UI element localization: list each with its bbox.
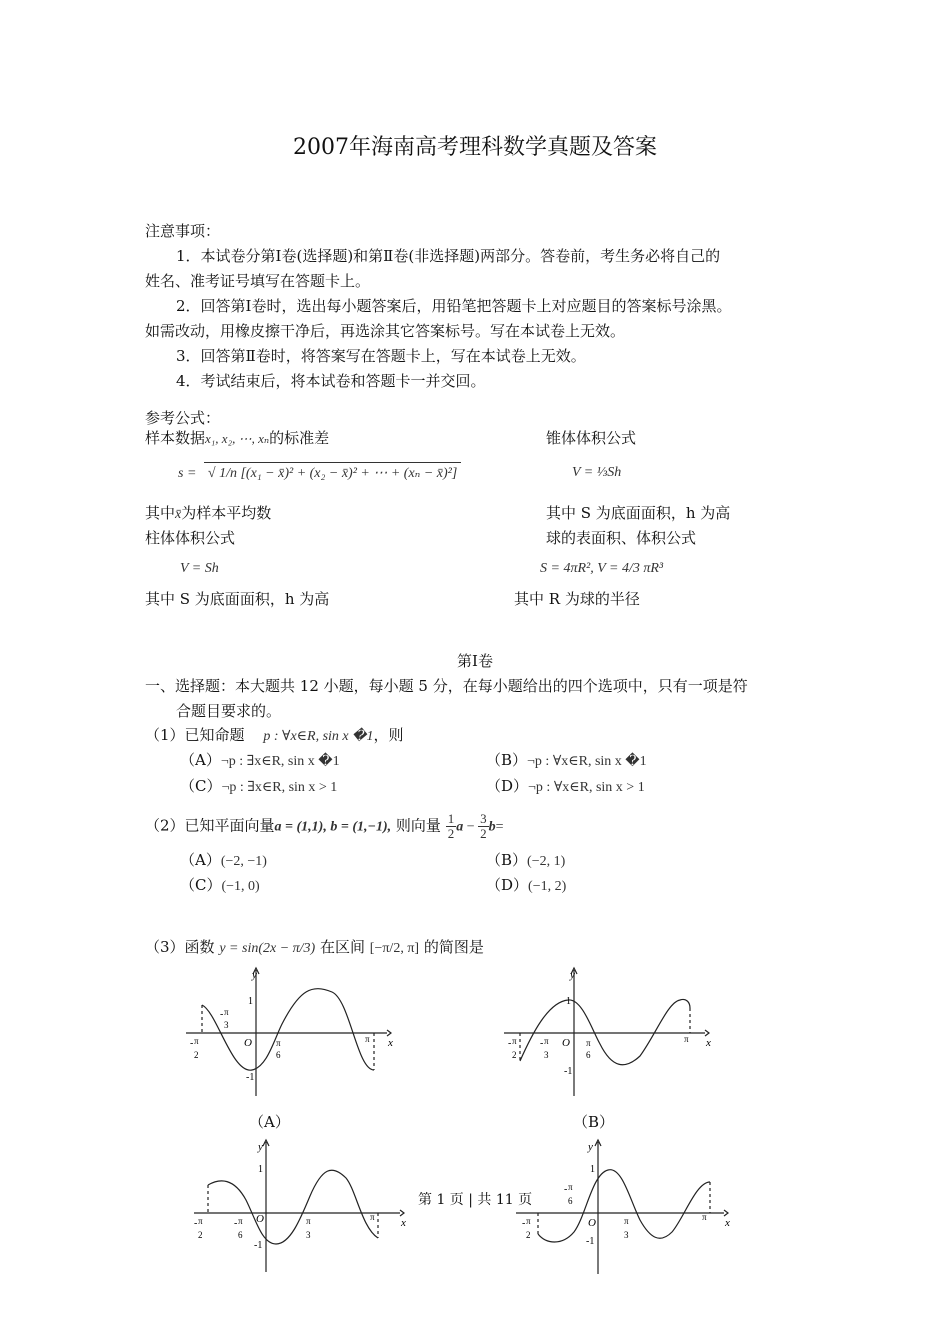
page-title: 2007年海南高考理科数学真题及答案 [293, 135, 657, 160]
svg-text:x: x [401, 1217, 406, 1229]
cylinder-note: 其中 S 为底面面积，h 为高 [145, 590, 330, 608]
sphere-label: 球的表面积、体积公式 [546, 529, 697, 547]
q1-option-b[interactable]: （B）¬p : ∀x∈R, sin x �1 [486, 751, 647, 769]
graph-c[interactable] [190, 1134, 410, 1274]
svg-text:-: - [540, 1038, 544, 1049]
svg-text:π: π [224, 1007, 229, 1017]
q2-option-a[interactable]: （A）(−2, −1) [180, 851, 267, 869]
svg-text:x: x [706, 1037, 711, 1049]
svg-text:6: 6 [568, 1196, 573, 1206]
svg-text:x: x [388, 1037, 393, 1049]
svg-text:2: 2 [194, 1050, 199, 1060]
notice-item: 2．回答第Ⅰ卷时，选出每小题答案后，用铅笔把答题卡上对应题目的答案标号涂黑。 [176, 297, 732, 315]
q2-option-c[interactable]: （C）(−1, 0) [180, 876, 260, 894]
svg-text:1: 1 [248, 996, 253, 1007]
svg-text:6: 6 [586, 1050, 591, 1060]
svg-text:O: O [588, 1217, 596, 1229]
svg-text:-: - [522, 1218, 526, 1229]
svg-text:1: 1 [566, 996, 571, 1007]
notice-item: 1．本试卷分第Ⅰ卷(选择题)和第Ⅱ卷(非选择题)两部分。答卷前，考生务必将自己的 [176, 247, 721, 265]
cone-label: 锥体体积公式 [546, 429, 637, 447]
sphere-formula: S = 4πR², V = 4/3 πR³ [540, 561, 664, 576]
svg-text:3: 3 [224, 1020, 229, 1030]
svg-text:O: O [562, 1037, 570, 1049]
svg-text:π: π [306, 1216, 311, 1226]
graph-b[interactable] [500, 964, 715, 1104]
svg-text:3: 3 [306, 1230, 311, 1240]
svg-text:6: 6 [238, 1230, 243, 1240]
notice-item: 3．回答第Ⅱ卷时，将答案写在答题卡上，写在本试卷上无效。 [176, 347, 586, 365]
svg-text:y: y [588, 1141, 593, 1153]
std-dev-formula: s = √ 1/n [(x₁ − x̄)² + (x₂ − x̄)² + ⋯ + (xₙ − x̄)²] [178, 462, 461, 482]
svg-text:-: - [508, 1038, 512, 1049]
sphere-note: 其中 R 为球的半径 [514, 590, 640, 608]
svg-text:π: π [624, 1216, 629, 1226]
svg-text:π: π [512, 1036, 517, 1046]
svg-text:-1: -1 [586, 1236, 595, 1247]
svg-text:π: π [194, 1036, 199, 1046]
svg-text:-: - [234, 1218, 238, 1229]
svg-text:π: π [365, 1034, 370, 1044]
q2-option-b[interactable]: （B）(−2, 1) [486, 851, 566, 869]
svg-text:π: π [198, 1216, 203, 1226]
graph-b-label: （B） [573, 1113, 615, 1131]
page-footer: 第 1 页 | 共 11 页 [418, 1192, 533, 1208]
notice-item: 4．考试结束后，将本试卷和答题卡一并交回。 [176, 372, 486, 390]
svg-text:O: O [244, 1037, 252, 1049]
svg-text:1: 1 [258, 1164, 263, 1175]
q2-option-d[interactable]: （D）(−1, 2) [486, 876, 567, 894]
mean-note: 其中x̄为样本平均数 [145, 504, 272, 522]
svg-text:y: y [252, 969, 257, 981]
section-instruction: 合题目要求的。 [176, 702, 282, 720]
svg-text:-1: -1 [564, 1066, 573, 1077]
cone-note: 其中 S 为底面面积，h 为高 [546, 504, 731, 522]
graph-d[interactable] [512, 1134, 734, 1279]
q1-option-d[interactable]: （D）¬p : ∀x∈R, sin x > 1 [486, 777, 645, 795]
graph-a[interactable] [182, 964, 397, 1104]
formulas-heading: 参考公式： [145, 409, 221, 427]
svg-text:π: π [702, 1212, 707, 1222]
cone-formula: V = ⅓Sh [572, 465, 622, 480]
svg-text:3: 3 [624, 1230, 629, 1240]
q2-stem: （2）已知平面向量a = (1,1), b = (1,−1), 则向量 $\frac{1}{2}$ a − $\frac{3}{2}$ b= [145, 811, 504, 841]
svg-text:-1: -1 [254, 1240, 263, 1251]
svg-text:3: 3 [544, 1050, 549, 1060]
svg-text:π: π [276, 1038, 281, 1048]
q1-stem: （1）已知命题 p : ∀x∈R, sin x �1，则 [145, 726, 404, 744]
section-instruction: 一、选择题：本大题共 12 小题，每小题 5 分，在每小题给出的四个选项中，只有一项是符 [145, 677, 748, 695]
svg-text:6: 6 [276, 1050, 281, 1060]
svg-text:2: 2 [512, 1050, 517, 1060]
cylinder-formula: V = Sh [180, 561, 219, 576]
svg-text:π: π [544, 1036, 549, 1046]
svg-text:π: π [370, 1212, 375, 1222]
svg-text:π: π [568, 1182, 573, 1192]
svg-text:π: π [586, 1038, 591, 1048]
notice-heading: 注意事项： [145, 222, 221, 240]
svg-text:O: O [256, 1213, 264, 1225]
svg-text:x: x [725, 1217, 730, 1229]
svg-text:2: 2 [526, 1230, 531, 1240]
svg-text:π: π [526, 1216, 531, 1226]
svg-text:-: - [194, 1218, 198, 1229]
std-dev-label: 样本数据x₁, x₂, ⋯, xₙ的标准差 [145, 429, 330, 447]
svg-text:-: - [564, 1184, 568, 1195]
svg-text:y: y [258, 1141, 263, 1153]
q1-option-c[interactable]: （C）¬p : ∃x∈R, sin x > 1 [180, 777, 338, 795]
svg-text:π: π [684, 1034, 689, 1044]
q3-stem: （3）函数 y = sin(2x − π/3) 在区间 [−π/2, π] 的简图是 [145, 938, 484, 956]
notice-item: 如需改动，用橡皮擦干净后，再选涂其它答案标号。写在本试卷上无效。 [145, 322, 626, 340]
svg-text:-: - [220, 1009, 224, 1020]
q1-option-a[interactable]: （A）¬p : ∃x∈R, sin x �1 [180, 751, 340, 769]
part1-heading: 第Ⅰ卷 [457, 652, 493, 670]
graph-a-label: （A） [249, 1113, 290, 1131]
svg-text:π: π [238, 1216, 243, 1226]
svg-text:-1: -1 [246, 1072, 255, 1083]
notice-item: 姓名、准考证号填写在答题卡上。 [145, 272, 371, 290]
svg-text:1: 1 [590, 1164, 595, 1175]
svg-text:-: - [190, 1038, 194, 1049]
cylinder-label: 柱体体积公式 [145, 529, 236, 547]
svg-text:2: 2 [198, 1230, 203, 1240]
svg-text:y: y [570, 969, 575, 981]
